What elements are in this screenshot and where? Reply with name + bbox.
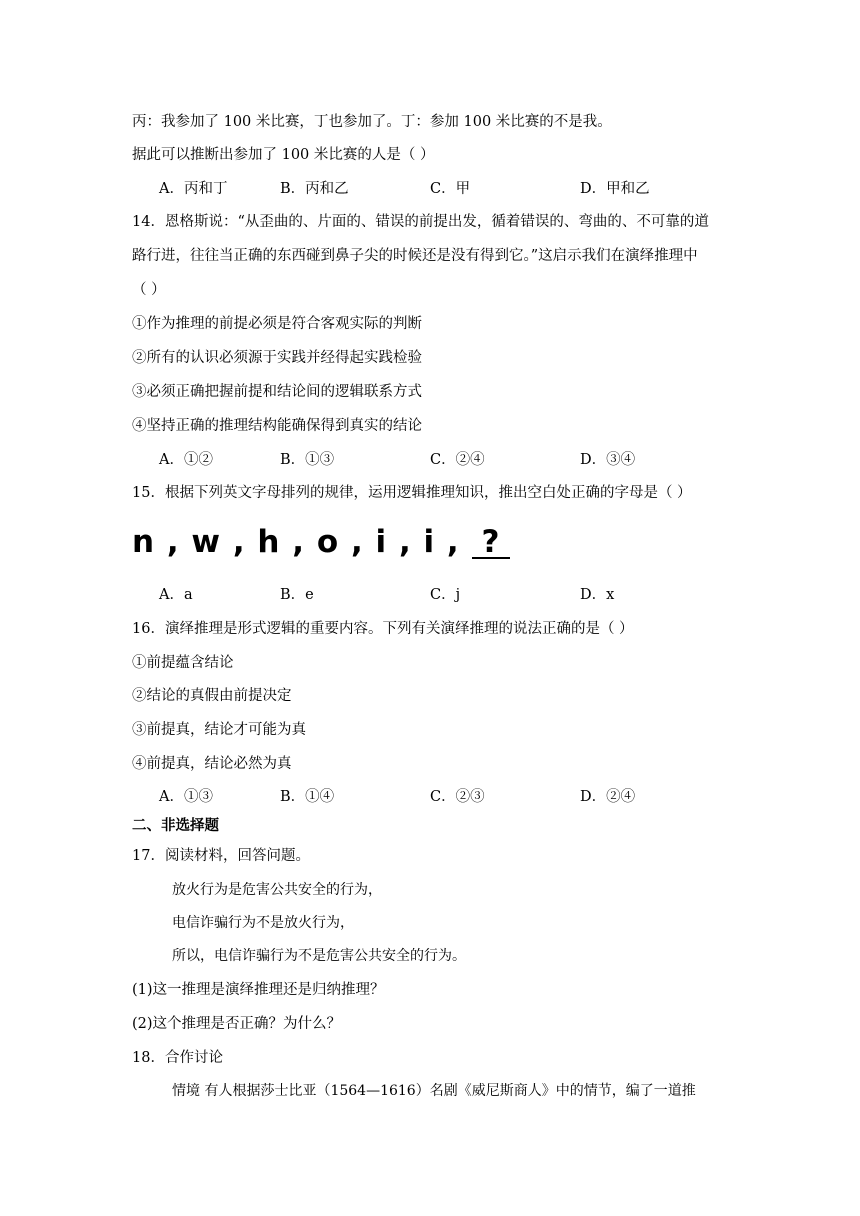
q17-sub-question-2: (2)这个推理是否正确？为什么？ xyxy=(132,1016,342,1032)
q16-option-c: C．②③ xyxy=(430,789,485,805)
q14-item-2: ②所有的认识必须源于实践并经得起实践检验 xyxy=(132,350,422,366)
q16-option-b: B．①④ xyxy=(280,789,335,805)
q17-material-line1: 放火行为是危害公共安全的行为， xyxy=(172,882,382,898)
q13-option-b: B．丙和乙 xyxy=(280,181,349,197)
q13-option-a: A．丙和丁 xyxy=(159,181,228,197)
q16-options xyxy=(159,787,819,807)
q14-option-b: B．①③ xyxy=(280,452,335,468)
q16-item-2: ②结论的真假由前提决定 xyxy=(132,688,292,704)
q17-material-line2: 电信诈骗行为不是放火行为， xyxy=(172,915,354,931)
q16-stem: 16．演绎推理是形式逻辑的重要内容。下列有关演绎推理的说法正确的是（ ） xyxy=(132,621,634,637)
q14-option-d: D．③④ xyxy=(580,452,636,468)
q18-stem: 18．合作讨论 xyxy=(132,1050,223,1066)
q15-option-b: B．e xyxy=(280,587,314,603)
q13-continuation: 丙：我参加了 100 米比赛，丁也参加了。丁：参加 100 米比赛的不是我。 xyxy=(132,114,612,130)
q17-stem: 17．阅读材料，回答问题。 xyxy=(132,848,310,864)
q15-letter-sequence xyxy=(132,524,510,560)
q14-stem-line2: 路行进，往往当正确的东西碰到鼻子尖的时候还是没有得到它。”这启示我们在演绎推理中 xyxy=(132,248,698,264)
q16-item-4: ④前提真，结论必然为真 xyxy=(132,756,292,772)
q14-option-a: A．①② xyxy=(159,452,213,468)
q16-option-d: D．②④ xyxy=(580,789,636,805)
q16-item-1: ①前提蕴含结论 xyxy=(132,655,234,671)
q18-context: 情境 有人根据莎士比亚（1564—1616）名剧《威尼斯商人》中的情节，编了一道推 xyxy=(172,1083,696,1099)
q14-item-1: ①作为推理的前提必须是符合客观实际的判断 xyxy=(132,316,422,332)
q15-option-d: D．x xyxy=(580,587,615,603)
q15-sequence-letters: n , w , h , o , i , i , xyxy=(132,524,460,560)
q14-option-c: C．②④ xyxy=(430,452,485,468)
section-heading: 二、非选择题 xyxy=(132,817,219,834)
q14-stem-line3: （ ） xyxy=(132,282,166,298)
q13-stem: 据此可以推断出参加了 100 米比赛的人是（ ） xyxy=(132,147,435,163)
q13-options xyxy=(159,179,819,199)
q15-blank: ? xyxy=(472,527,511,559)
q14-item-3: ③必须正确把握前提和结论间的逻辑联系方式 xyxy=(132,384,422,400)
q15-stem: 15．根据下列英文字母排列的规律，运用逻辑推理知识，推出空白处正确的字母是（ ） xyxy=(132,485,692,501)
q16-item-3: ③前提真，结论才可能为真 xyxy=(132,722,306,738)
q13-option-d: D．甲和乙 xyxy=(580,181,650,197)
q15-option-a: A．a xyxy=(159,587,193,603)
q14-options xyxy=(159,450,819,470)
q16-option-a: A．①③ xyxy=(159,789,213,805)
q15-options xyxy=(159,585,819,605)
q13-option-c: C．甲 xyxy=(430,181,471,197)
q15-option-c: C．j xyxy=(430,587,461,603)
q14-stem-line1: 14．恩格斯说：“从歪曲的、片面的、错误的前提出发，循着错误的、弯曲的、不可靠的道 xyxy=(132,214,709,230)
q14-item-4: ④坚持正确的推理结构能确保得到真实的结论 xyxy=(132,418,422,434)
q17-sub-question-1: (1)这一推理是演绎推理还是归纳推理？ xyxy=(132,982,385,998)
q17-material-line3: 所以，电信诈骗行为不是危害公共安全的行为。 xyxy=(172,948,466,964)
